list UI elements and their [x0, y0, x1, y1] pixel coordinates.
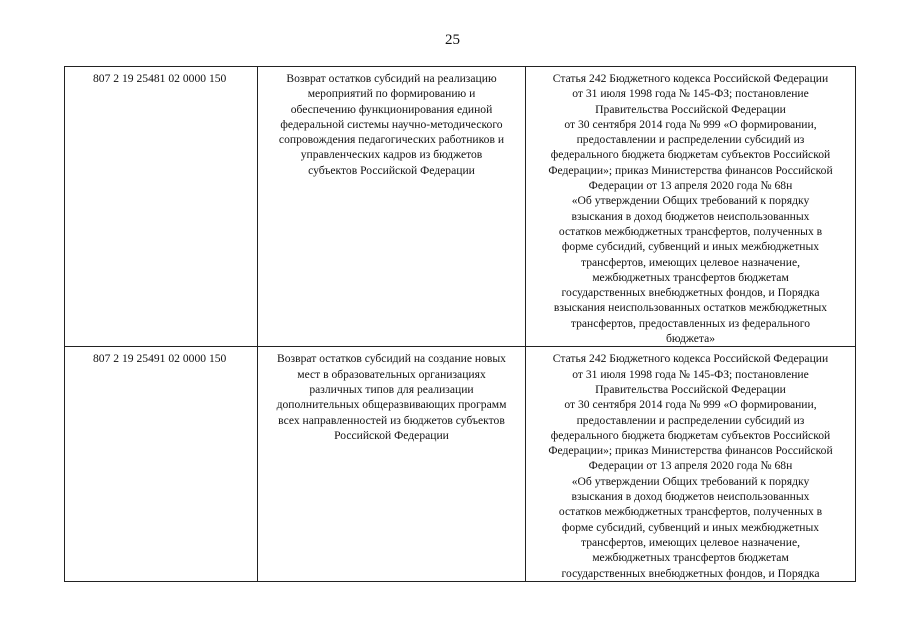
text-line: бюджета»	[665, 332, 716, 346]
text-line: Федерации от 13 апреля 2020 года № 68н	[588, 459, 793, 473]
text-line: трансфертов, имеющих целевое назначение,	[580, 535, 800, 549]
text-line: мест в образовательных организациях	[297, 367, 486, 381]
text-line: взыскания в доход бюджетов неиспользованных	[571, 209, 810, 223]
code-cell	[65, 67, 258, 347]
text-line: «Об утверждении Общих требований к порядку	[571, 194, 810, 208]
text-line: федеральной системы научно-методического	[280, 117, 503, 131]
text-line: Статья 242 Бюджетного кодекса Российской Федерации	[552, 72, 829, 85]
text-line: Правительства Российской Федерации	[595, 102, 786, 116]
budget-code: 807 2 19 25481 02 0000 150	[93, 72, 227, 85]
legal-basis	[526, 347, 855, 580]
text-line: федерального бюджета бюджетам субъектов Российской	[550, 148, 831, 162]
page-number: 25	[445, 32, 460, 48]
text-line: форме субсидий, субвенций и иных межбюджетных	[561, 240, 820, 254]
text-line: межбюджетных трансфертов бюджетам	[592, 551, 789, 565]
text-line: различных типов для реализации	[309, 382, 474, 396]
text-line: Возврат остатков субсидий на реализацию	[286, 72, 497, 85]
text-line: предоставлении и распределении субсидий из	[576, 413, 805, 427]
text-line: дополнительных общеразвивающих программ	[276, 398, 507, 412]
text-line: трансфертов, имеющих целевое назначение,	[580, 255, 800, 269]
text-line: обеспечению функционирования единой	[290, 102, 493, 116]
text-line: Федерации»; приказ Министерства финансов Российской	[548, 163, 833, 177]
text-line: субъектов Российской Федерации	[308, 163, 475, 177]
income-name	[258, 67, 525, 178]
text-line: взыскания в доход бюджетов неиспользованных	[571, 490, 810, 504]
budget-code: 807 2 19 25491 02 0000 150	[93, 352, 227, 366]
table-row	[65, 67, 856, 347]
table-row	[65, 347, 856, 581]
text-line: управленческих кадров из бюджетов	[300, 148, 483, 162]
text-line: государственных внебюджетных фондов, и Порядка	[561, 566, 820, 580]
text-line: Российской Федерации	[334, 428, 449, 442]
text-line: форме субсидий, субвенций и иных межбюджетных	[561, 520, 820, 534]
text-line: Федерации от 13 апреля 2020 года № 68н	[588, 179, 793, 193]
text-line: Возврат остатков субсидий на создание новых	[277, 352, 506, 366]
text-line: «Об утверждении Общих требований к порядку	[571, 474, 810, 488]
text-line: остатков межбюджетных трансфертов, полученных в	[558, 224, 823, 238]
name-cell	[258, 347, 526, 581]
text-line: мероприятий по формированию и	[307, 87, 476, 101]
text-line: от 31 июля 1998 года № 145-ФЗ; постановление	[572, 87, 809, 101]
text-line: Статья 242 Бюджетного кодекса Российской Федерации	[552, 352, 829, 366]
text-line: всех направленностей из бюджетов субъектов	[278, 413, 505, 427]
text-line: взыскания неиспользованных остатков межбюджетных	[553, 301, 828, 315]
code-cell	[65, 347, 258, 581]
budget-codes-table	[64, 66, 856, 582]
text-line: от 30 сентября 2014 года № 999 «О формировании,	[564, 117, 817, 131]
text-line: предоставлении и распределении субсидий из	[576, 133, 805, 147]
text-line: федерального бюджета бюджетам субъектов Российской	[550, 428, 831, 442]
name-cell	[258, 67, 526, 347]
legal-basis	[526, 67, 855, 346]
text-line: Федерации»; приказ Министерства финансов Российской	[548, 444, 833, 458]
text-line: остатков межбюджетных трансфертов, полученных в	[558, 505, 823, 519]
text-line: от 30 сентября 2014 года № 999 «О формировании,	[564, 398, 817, 412]
text-line: межбюджетных трансфертов бюджетам	[592, 270, 789, 284]
text-line: государственных внебюджетных фондов, и Порядка	[561, 286, 820, 300]
text-line: трансфертов, предоставленных из федерального	[570, 316, 811, 330]
basis-cell	[526, 347, 856, 581]
text-line: Правительства Российской Федерации	[595, 382, 786, 396]
basis-cell	[526, 67, 856, 347]
text-line: сопровождения педагогических работников и	[278, 133, 505, 147]
income-name	[258, 347, 525, 443]
text-line: от 31 июля 1998 года № 145-ФЗ; постановление	[572, 367, 809, 381]
